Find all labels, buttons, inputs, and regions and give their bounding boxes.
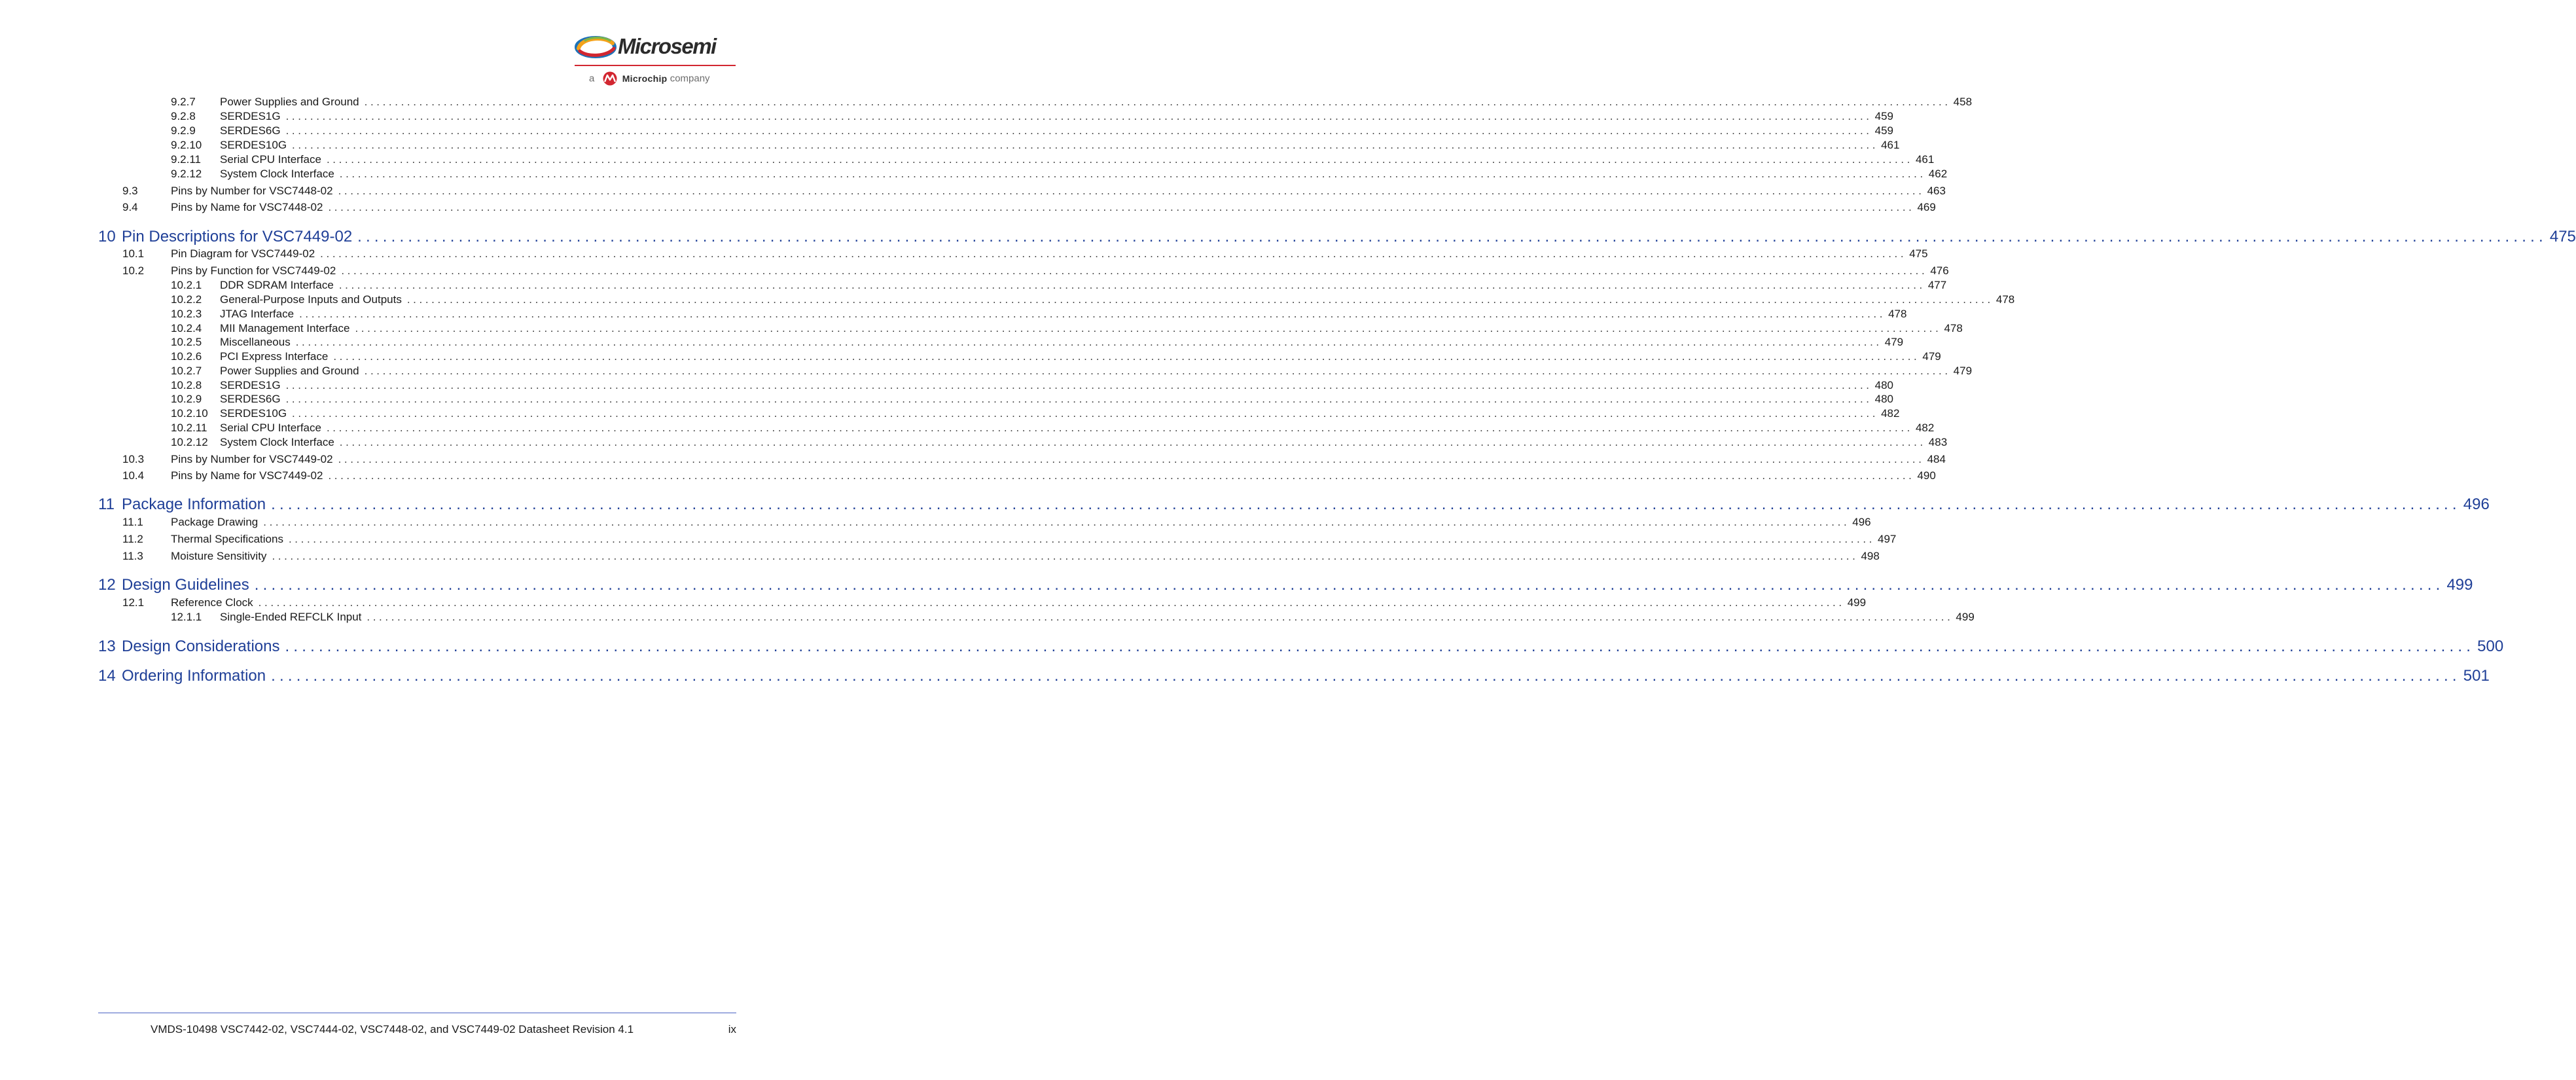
toc-page-number: 482 [1915,422,1935,434]
toc-title: SERDES1G [220,379,281,391]
toc-dot-leader: .................................................................................................................................................................................................................................................................... [364,365,1951,377]
brand-row [575,33,736,62]
toc-title: Pin Descriptions for VSC7449-02 [122,228,353,245]
toc-page-number: 482 [1881,407,1900,420]
toc-dot-leader: .................................................................................................................................................................................................................................................................... [328,201,1915,213]
toc-dot-leader: .................................................................................................................................................................................................................................................................... [333,350,1920,363]
toc-line [122,228,2576,246]
toc-number: 10.2.2 [171,293,202,306]
toc-page-number: 459 [1874,110,1893,122]
toc-entry[interactable] [0,422,1935,436]
toc-page-number: 458 [1953,96,1973,108]
toc-page-number: 475 [1909,247,1928,260]
toc-entry[interactable] [0,168,1948,182]
toc-line [122,576,2473,594]
toc-line [220,96,1973,109]
microsemi-swirl-icon [575,34,617,60]
toc-number: 10.3 [122,453,145,465]
toc-number: 10.2.8 [171,379,202,391]
footer-page-number: ix [728,1023,736,1035]
toc-entry[interactable] [0,436,1948,450]
toc-line [220,393,1893,406]
toc-entry[interactable] [0,139,1900,153]
toc-dot-leader: .................................................................................................................................................................................................................................................................... [341,264,1928,277]
toc-line [220,365,1973,378]
toc-title: Pins by Number for VSC7448-02 [171,185,333,197]
toc-entry[interactable] [0,638,2504,657]
toc-entry[interactable] [0,201,1936,215]
toc-number: 9.2.11 [171,153,202,166]
toc-title: Pins by Name for VSC7449-02 [171,469,323,482]
toc-number: 11.3 [122,550,143,562]
microchip-icon [601,71,618,86]
toc-title: Serial CPU Interface [220,153,321,166]
toc-page-number: 499 [1847,596,1867,609]
toc-page-number: 496 [2463,495,2490,513]
toc-dot-leader: .................................................................................................................................................................................................................................................................... [364,96,1951,108]
toc-title: Moisture Sensitivity [171,550,267,562]
toc-dot-leader: .................................................................................................................................................................................................................................................................... [357,228,2547,245]
toc-entry[interactable] [0,576,2473,596]
toc-number: 11 [98,495,115,513]
toc-dot-leader: .................................................................................................................................................................................................................................................................... [292,139,1879,151]
toc-page-number: 478 [1888,308,1907,320]
toc-page-number: 462 [1928,168,1948,180]
toc-page-number: 479 [1953,365,1973,377]
tagline-company: Microchip [622,73,668,84]
toc-page-number: 501 [2463,667,2490,685]
toc-entry[interactable] [0,469,1936,484]
toc-title: SERDES1G [220,110,281,122]
toc-title: PCI Express Interface [220,350,329,363]
toc-line [220,110,1893,123]
toc-line [220,611,1975,624]
toc-dot-leader: .................................................................................................................................................................................................................................................................... [285,393,1872,405]
toc-page-number: 478 [1944,322,1963,334]
toc-line [171,596,1867,609]
toc-line [220,124,1893,137]
toc-dot-leader: .................................................................................................................................................................................................................................................................... [258,596,1845,609]
toc-page-number: 499 [2446,576,2473,594]
toc-number: 10.2.12 [171,436,208,448]
toc-dot-leader: .................................................................................................................................................................................................................................................................... [285,110,1872,122]
toc-title: Package Drawing [171,516,259,528]
toc-dot-leader: .................................................................................................................................................................................................................................................................... [320,247,1907,260]
toc-number: 11.1 [122,516,143,528]
toc-number: 9.2.12 [171,168,202,180]
toc-number: 10.2.9 [171,393,202,405]
page-footer [98,1023,736,1037]
toc-entry[interactable] [0,336,1904,350]
toc-entry[interactable] [0,365,1973,379]
toc-line [171,185,1946,198]
toc-line [171,516,1871,529]
toc-number: 10.2.7 [171,365,202,377]
toc-dot-leader: .................................................................................................................................................................................................................................................................... [295,336,1882,348]
toc-line [220,422,1935,435]
toc-page-number: 499 [1956,611,1975,623]
toc-page-number: 484 [1927,453,1946,465]
toc-number: 9.2.8 [171,110,196,122]
toc-title: Single-Ended REFCLK Input [220,611,362,623]
logo-rule [575,65,736,66]
toc-number: 12.1 [122,596,145,609]
toc-line [171,264,1949,278]
toc-line [171,469,1936,482]
toc-title: Power Supplies and Ground [220,96,359,108]
toc-number: 10.2.6 [171,350,202,363]
toc-title: System Clock Interface [220,168,334,180]
toc-page-number: 480 [1874,393,1893,405]
toc-title: System Clock Interface [220,436,334,448]
toc-dot-leader: .................................................................................................................................................................................................................................................................... [339,168,1926,180]
toc-title: SERDES10G [220,139,287,151]
toc-title: Power Supplies and Ground [220,365,359,377]
footer-doc-title: VMDS-10498 VSC7442-02, VSC7444-02, VSC7448-02, and VSC7449-02 Datasheet Revision 4.1 [151,1023,634,1035]
toc-page-number: 459 [1874,124,1893,137]
toc-entry[interactable] [0,96,1973,110]
toc-title: Serial CPU Interface [220,422,321,434]
toc-title: SERDES6G [220,393,281,405]
toc-line [220,308,1907,321]
toc-entry[interactable] [0,550,1880,564]
toc-page-number: 490 [1917,469,1936,482]
toc-line [171,201,1936,214]
toc-entry[interactable] [0,453,1946,467]
toc-entry[interactable] [0,516,1871,530]
toc-number: 10.2.10 [171,407,208,420]
toc-entry[interactable] [0,185,1946,199]
toc-page-number: 475 [2549,228,2576,245]
toc-title: DDR SDRAM Interface [220,279,334,291]
toc-dot-leader: .................................................................................................................................................................................................................................................................... [285,638,2475,655]
toc-dot-leader: .................................................................................................................................................................................................................................................................... [328,469,1915,482]
toc-number: 10.2.5 [171,336,202,348]
toc-number: 10.2 [122,264,145,277]
toc-line [220,336,1904,349]
toc-line [122,638,2504,656]
toc-number: 10.2.3 [171,308,202,320]
toc-dot-leader: .................................................................................................................................................................................................................................................................... [338,279,1925,291]
toc-line [171,550,1880,563]
toc-title: Miscellaneous [220,336,291,348]
toc-line [220,322,1963,335]
toc-number: 10.4 [122,469,145,482]
toc-page-number: 469 [1917,201,1936,213]
tagline-suffix: company [670,73,710,84]
toc-dot-leader: .................................................................................................................................................................................................................................................................... [271,667,2461,685]
toc-page-number: 497 [1877,533,1897,545]
toc-entry[interactable] [0,495,2490,515]
toc-dot-leader: .................................................................................................................................................................................................................................................................... [288,533,1875,545]
toc-page-number: 498 [1861,550,1880,562]
toc-line [220,379,1893,392]
toc-dot-leader: .................................................................................................................................................................................................................................................................... [285,124,1872,137]
toc-entry[interactable] [0,350,1941,365]
toc-number: 12 [98,576,116,594]
toc-line [220,168,1948,181]
toc-line [122,667,2490,685]
toc-entry[interactable] [0,228,2576,247]
toc-page-number: 477 [1927,279,1947,291]
toc-number: 14 [98,667,116,685]
toc-dot-leader: .................................................................................................................................................................................................................................................................... [338,453,1925,465]
toc-title: Pins by Function for VSC7449-02 [171,264,336,277]
toc-title: Pins by Name for VSC7448-02 [171,201,323,213]
toc-number: 11.2 [122,533,143,545]
toc-title: Ordering Information [122,667,266,685]
toc-dot-leader: .................................................................................................................................................................................................................................................................... [339,436,1926,448]
toc-title: Thermal Specifications [171,533,283,545]
toc-dot-leader: .................................................................................................................................................................................................................................................................... [272,550,1859,562]
toc-line [220,436,1948,449]
toc-dot-leader: .................................................................................................................................................................................................................................................................... [406,293,1994,306]
microsemi-logo [575,33,736,89]
toc-number: 9.2.10 [171,139,202,151]
toc-entry[interactable] [0,279,1947,293]
tagline [589,71,710,87]
toc-line [220,407,1900,420]
toc-entry[interactable] [0,611,1975,625]
toc-number: 10.2.1 [171,279,202,291]
toc-dot-leader: .................................................................................................................................................................................................................................................................... [263,516,1850,528]
toc-number: 10.2.4 [171,322,202,334]
toc-line [220,139,1900,152]
toc-title: Design Considerations [122,638,280,655]
toc-dot-leader: .................................................................................................................................................................................................................................................................... [271,495,2461,513]
toc-line [220,279,1947,292]
toc-dot-leader: .................................................................................................................................................................................................................................................................... [355,322,1942,334]
toc-entry[interactable] [0,379,1893,393]
toc-page-number: 483 [1928,436,1948,448]
toc-line [220,153,1935,166]
toc-entry[interactable] [0,393,1893,407]
toc-page-number: 461 [1881,139,1900,151]
toc-page-number: 479 [1922,350,1941,363]
toc-page-number: 463 [1927,185,1946,197]
toc-title: Reference Clock [171,596,253,609]
toc-number: 9.2.9 [171,124,196,137]
toc-number: 10 [98,228,116,245]
toc-entry[interactable] [0,596,1867,611]
toc-dot-leader: .................................................................................................................................................................................................................................................................... [299,308,1886,320]
toc-dot-leader: .................................................................................................................................................................................................................................................................... [326,422,1913,434]
toc-entry[interactable] [0,308,1907,322]
toc-title: Pin Diagram for VSC7449-02 [171,247,315,260]
toc-page-number: 476 [1930,264,1949,277]
toc-entry[interactable] [0,322,1963,336]
toc-number: 13 [98,638,116,655]
toc-entry[interactable] [0,293,2015,308]
toc-number: 9.3 [122,185,138,197]
toc-title: General-Purpose Inputs and Outputs [220,293,402,306]
toc-number: 10.2.11 [171,422,207,434]
toc-entry[interactable] [0,153,1935,168]
toc-page-number: 478 [1995,293,2015,306]
toc-entry[interactable] [0,667,2490,687]
toc-entry[interactable] [0,407,1900,422]
toc-entry[interactable] [0,110,1893,124]
toc-number: 10.1 [122,247,145,260]
toc-title: SERDES10G [220,407,287,420]
toc-title: Design Guidelines [122,576,249,594]
toc-number: 9.2.7 [171,96,196,108]
toc-line [171,453,1946,466]
toc-page-number: 496 [1852,516,1871,528]
toc-line [171,533,1897,546]
toc-page-number: 480 [1874,379,1893,391]
toc-dot-leader: .................................................................................................................................................................................................................................................................... [338,185,1925,197]
toc-entry[interactable] [0,247,1928,262]
toc-page-number: 479 [1884,336,1904,348]
toc-number: 9.4 [122,201,138,213]
toc-line [171,247,1928,261]
toc-entry[interactable] [0,124,1893,139]
toc-entry[interactable] [0,264,1949,279]
toc-number: 12.1.1 [171,611,202,623]
toc-title: Package Information [122,495,266,513]
toc-dot-leader: .................................................................................................................................................................................................................................................................... [367,611,1954,623]
toc-title: MII Management Interface [220,322,350,334]
toc-page-number: 500 [2477,638,2504,655]
toc-entry[interactable] [0,533,1897,547]
toc-page-number: 461 [1915,153,1935,166]
toc-line [220,350,1941,363]
toc-dot-leader: .................................................................................................................................................................................................................................................................... [254,576,2444,594]
tagline-prefix: a [589,73,595,84]
toc-title: JTAG Interface [220,308,295,320]
toc-line [122,495,2490,514]
toc-line [220,293,2015,306]
brand-name: Microsemi [618,34,716,58]
toc-title: Pins by Number for VSC7449-02 [171,453,333,465]
toc-title: SERDES6G [220,124,281,137]
toc-dot-leader: .................................................................................................................................................................................................................................................................... [285,379,1872,391]
toc-dot-leader: .................................................................................................................................................................................................................................................................... [326,153,1913,166]
toc-dot-leader: .................................................................................................................................................................................................................................................................... [292,407,1879,420]
